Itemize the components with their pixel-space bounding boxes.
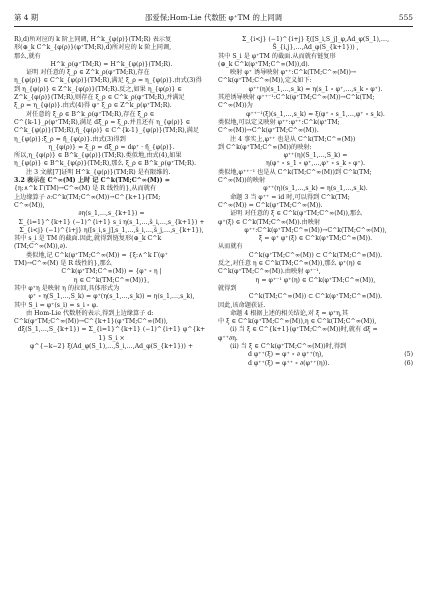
- right-column-line: [218, 169, 413, 177]
- left-column-line: [14, 268, 209, 276]
- line-text: ξ = φ⁺ φ⁺(ξ) ∈ C^k(φ⁺TM;C^∞(M)).: [258, 235, 373, 243]
- right-column-line: [218, 268, 413, 276]
- issue-label: 第 4 期: [14, 12, 39, 22]
- line-text: C^{k-1}_ρ(φ⁺TM;R),满足 dξ̃_ρ = ξ_ρ.并且还有 η_{φ(ρ)} ∈: [14, 118, 191, 126]
- left-column-line: [14, 77, 209, 85]
- line-text: 其中 S_i 是 φ⁺TM 的截面.从而就有链复形: [218, 52, 336, 60]
- line-text: φ⁺⁺(η)(s_1,…,s_k) = η(s_1 ∘ φ⁺,…,s_k ∘ φ⁺).: [248, 85, 383, 93]
- right-column-line: [218, 111, 413, 119]
- left-column-line: [14, 260, 209, 268]
- right-column-line: [218, 102, 413, 110]
- line-text: 其逆诱导映射 φ⁺⁺⁻¹:C^k(φ⁺TM;C^∞(M))→C^k(TM;: [218, 94, 375, 102]
- line-text: 类似地,可以定义映射 φ⁺⁺:φ⁺⁺:C^k(φ⁺TM;: [218, 118, 340, 126]
- line-text: η = φ⁺⁻¹ φ⁺(η) ∈ C^k(φ⁺TM;C^∞(M)),: [255, 276, 376, 284]
- right-column-line: [218, 235, 413, 243]
- left-column-line: [14, 111, 209, 119]
- line-text: 形(⊕_k C^k_{φ(ρ)}(φ⁺TM;R),d̂)所对应的 k 阶上同调,: [14, 44, 172, 52]
- line-text: 映射 φ⁺ 诱导映射 φ⁺⁺:C^k(TM;C^∞(M))→: [230, 69, 357, 77]
- line-text: (⊕_k C^k(φ⁺TM;C^∞(M)),d).: [218, 60, 310, 68]
- line-text: 命题 3 当 φ⁺⁺ = id 时,可以得到 C^k(TM;: [230, 193, 350, 201]
- line-text: TM)→C^∞(M) 是 R 线性的},那么: [14, 260, 112, 268]
- right-column-line: [218, 86, 413, 94]
- line-text: η_{φ(ρ)} ∈ C^k_{φ(ρ)}(TM;R),满足 ξ_ρ = η_{φ(ρ)}.由式(3)得: [14, 77, 202, 85]
- line-text: 类似地,记 C^k(φ⁺TM;C^∞(M)) = {ξ:∧^k Γ(φ⁺: [26, 251, 168, 259]
- left-column-line: [14, 53, 209, 61]
- line-text: φ⁺ ∘ η(S_1,…,S_k) = φ⁺(η(s_1,…,s_k)) = η(s_1,…,s_k),: [28, 293, 195, 301]
- right-column-line: [218, 277, 413, 285]
- line-text: 注 4 事实上,φ⁺⁺ 也是从 C^k(TM;C^∞(M)): [230, 135, 356, 143]
- line-text: Ŝ_{i,j},…,Ad_φ(S_{k+1})) ,: [272, 44, 359, 52]
- equation-number: (6): [404, 359, 413, 367]
- left-column-line: [14, 285, 209, 293]
- line-text: φ⁺⁺(η)(S_1,…,S_k) =: [283, 152, 348, 160]
- line-text: C^∞(M))为: [218, 102, 253, 110]
- left-column-line: [14, 343, 209, 351]
- line-text: 那么,就有: [14, 52, 41, 60]
- line-text: C^k(TM;C^∞(M)) ⊂ C^k(φ⁺TM;C^∞(M)).: [248, 293, 383, 301]
- right-column-line: [218, 77, 413, 85]
- left-column-line: [14, 202, 209, 210]
- right-column-line: [218, 302, 413, 310]
- equation-number: (5): [404, 351, 413, 359]
- left-column-line: [14, 310, 209, 318]
- left-column-line: [14, 252, 209, 260]
- left-column-line: [14, 194, 209, 202]
- line-text: 其中 s_i 是 TM 的截面.因此,就得到链复形(⊕_k C^k: [14, 235, 162, 243]
- right-column-line: [218, 310, 413, 318]
- line-text: 所以,η_{φ(ρ)} ∈ B^k_{φ(ρ)}(TM;R).类似地,由式(4),如果: [14, 152, 182, 160]
- line-text: R),d)所对应的 k 阶上同调, H^k_{φ(ρ)}(TM;R) 表示复: [14, 36, 172, 43]
- line-text: C^k(φ⁺TM;C^∞(M)),定义如下:: [218, 77, 312, 85]
- left-column-line: [14, 144, 209, 152]
- left-column-line: [14, 277, 209, 285]
- right-column-line: [218, 185, 413, 193]
- line-text: 其中 S_i = φ⁺(s_i) = s_i ∘ φ.: [14, 301, 99, 309]
- line-text: 就得到: [218, 284, 237, 292]
- line-text: 其中 φ⁺η 是映射 η 的拉回,具体形式为: [14, 284, 120, 292]
- line-text: C^∞(M)) = C^k(φ⁺TM;C^∞(M)).: [218, 201, 323, 209]
- line-text: 类似地,φ⁺⁺⁻¹ 也是从 C^k(TM;C^∞(M))到 C^k(TM;: [218, 168, 372, 176]
- left-column-line: [14, 102, 209, 110]
- line-text: C^k(φ⁺TM;C^∞(M)) ⊂ C^k(TM;C^∞(M)).: [248, 251, 383, 259]
- right-column-line: [218, 61, 413, 69]
- line-text: C^∞(M))→C^k(φ⁺TM;C^∞(M)).: [218, 127, 319, 135]
- left-column-line: [14, 210, 209, 218]
- line-text: 因此,该命题获证.: [218, 301, 266, 309]
- running-header: [14, 10, 413, 24]
- line-text: C^k(φ⁺TM;C^∞(M)).由映射 φ⁺⁻¹,: [218, 268, 321, 276]
- right-column-line: [218, 285, 413, 293]
- right-column-line: [218, 326, 413, 334]
- line-text: φ^{−k−2} ξ(Ad_φ(S_1),…,Ŝ_i,…,Ad_φ(S_{k+1})) +: [29, 342, 194, 350]
- line-text: (i) 当 ξ ∈ C^{k+1}(φ⁺TM;C^∞(M))时,就有 dξ =: [230, 326, 378, 334]
- line-text: (ii) 当 ξ ∈ C^k(φ⁺TM;C^∞(M))时,得到: [230, 342, 347, 350]
- left-column-line: [14, 160, 209, 168]
- line-text: 中 ξ ∈ C^k(φ⁺TM;C^∞(M)),η ∈ C^k(TM;C^∞(M)),: [218, 318, 377, 326]
- left-column-line: [14, 302, 209, 310]
- right-column-line: [218, 127, 413, 135]
- line-text: 3.2 表示在 C^∞(M) 上时 记 C^k(TM;C^∞(M)) =: [14, 177, 170, 185]
- line-text: 到 η_{φ(ρ)} ∈ Z^k_{φ(ρ)}(TM;R).反之,如果 η_{φ(ρ)} ∈: [14, 85, 182, 93]
- line-text: ξ_ρ = η_{φ(ρ)}.由式(4)得 φ⁺ ξ_ρ ∈ Z^k_ρ(φ⁺TM;R).: [14, 102, 172, 110]
- line-text: 从而就有: [218, 243, 243, 251]
- left-column-line: [14, 235, 209, 243]
- right-column-line: [218, 252, 413, 260]
- line-text: η_{φ(ρ)}:ξ̃_ρ = η̃_{φ(ρ)}.由式(3)得到: [14, 135, 126, 143]
- line-text: φ⁺⁺:C^k(φ⁺TM;C^∞(M))→C^k(TM;C^∞(M)),: [244, 226, 387, 234]
- line-text: Σ_{i=1}^{k+1} (−1)^{i+1} s_i η(s_1,…,ŝ_i,…,s_{k+1}) +: [18, 218, 205, 226]
- line-text: 到 C^k(φ⁺TM;C^∞(M))的映射:: [218, 143, 312, 151]
- line-text: η(φ⁺ ∘ s_1 ∘ φ⁺,…,φ⁺ ∘ s_k ∘ φ⁺).: [265, 160, 366, 168]
- line-text: 对任意的 ξ_ρ ∈ B^k_ρ(φ⁺TM;R),存在 ξ̃_ρ ∈: [26, 110, 155, 118]
- line-text: Z^k_{φ(ρ)}(TM;R),则存在 ξ_ρ ∈ C^k_ρ(φ⁺TM;R),并满足: [14, 94, 185, 102]
- line-text: (TM;C^∞(M)),∂).: [14, 243, 68, 251]
- right-column-line: [218, 44, 413, 52]
- line-text: 上边缘算子 ∂:C^k(TM;C^∞(M))→C^{k+1}(TM;: [14, 193, 161, 201]
- line-text: d φ⁺⁺(ξ) = φ⁺⁺ ∘ ∂(φ⁺⁺(η)).: [248, 359, 330, 367]
- right-column-line: [218, 152, 413, 160]
- right-column-line: [218, 144, 413, 152]
- line-text: C^k(φ⁺TM;C^∞(M)) = {φ⁺ ∘ η |: [61, 268, 162, 276]
- right-column-line: [218, 335, 413, 343]
- left-column-line: [14, 169, 209, 177]
- right-column-line: [218, 202, 413, 210]
- right-column-line: [218, 160, 413, 168]
- right-column-line: [218, 343, 413, 351]
- line-text: 注 3 文献[7]证明 H^k_{φ(ρ)}(TM;R) 是有限维的.: [26, 168, 171, 176]
- right-column-line: [218, 351, 413, 359]
- line-text: H^k_ρ(φ⁺TM;R) = H^k_{φ(ρ)}(TM;R).: [50, 60, 173, 68]
- line-text: 由 Hom-Lie 代数胚的表示,得到上边缘算子 d:: [26, 309, 154, 317]
- line-text: Σ_{i<j} (−1)^{i+j} η([s_i,s_j],s_1,…,ŝ_i,…,ŝ_j,…,s_{k+1}),: [19, 226, 204, 234]
- left-column-line: [14, 185, 209, 193]
- line-text: 证明 对任意的 ξ_ρ ∈ Z^k_ρ(φ⁺TM;R),存在: [26, 69, 150, 77]
- line-text: d φ⁺⁺(ξ) = φ⁺ ∘ ∂ φ⁺⁺(η),: [248, 351, 324, 359]
- left-column-line: [14, 86, 209, 94]
- line-text: C^k_{φ(ρ)}(TM;R),η̃_{φ(ρ)} ∈ C^{k-1}_{φ(ρ)}(TM;R),满足: [14, 127, 200, 135]
- left-column-line: [14, 127, 209, 135]
- header-rule: [14, 26, 413, 27]
- left-column-line: [14, 227, 209, 235]
- line-text: φ⁺⁺⁻¹(ξ)(s_1,…,s_k) = ξ(φ⁺ ∘ s_1,…,φ⁺ ∘ s_k).: [246, 110, 385, 118]
- left-column-line: [14, 326, 209, 343]
- line-text: 证明 对任意的 ξ ∈ C^k(φ⁺TM;C^∞(M)),那么: [230, 210, 363, 218]
- page-number: 555: [398, 12, 413, 22]
- line-text: 反之,对任意 η ∈ C^k(TM;C^∞(M)),那么 φ⁺(η) ∈: [218, 260, 362, 268]
- right-column-line: [218, 177, 413, 185]
- line-text: 命题 4 根据上述的相关结论,对 ξ = φ⁺η,其: [230, 309, 349, 317]
- line-text: ∂η(s_1,…,s_{k+1}) =: [78, 210, 145, 218]
- right-column: [218, 36, 413, 596]
- right-column-line: [218, 53, 413, 61]
- line-text: Σ_{i<j} (−1)^{i+j} ξ([S_i,S_j]_φ,Ad_φ(S_1),…,: [241, 36, 390, 43]
- right-column-line: [218, 243, 413, 251]
- left-column-line: [14, 44, 209, 52]
- right-column-line: [218, 360, 413, 368]
- right-column-line: [218, 293, 413, 301]
- line-text: dξ(S_1,…,S_{k+1}) = Σ_{i=1}^{k+1} (−1)^{i+1} φ^{k+1} S_i ×: [17, 326, 206, 342]
- running-title: 邵爱保;Hom-Lie 代数胚 φ⁺TM 的上同调: [144, 12, 283, 22]
- line-text: η_{φ(ρ)} ∈ B^k_{φ(ρ)}(TM;R),那么 ξ_ρ ∈ B^k_ρ(φ⁺TM;R).: [14, 160, 197, 168]
- line-text: C^∞(M)),: [14, 201, 45, 209]
- line-text: η_{φ(ρ)} = ξ_ρ = dξ̃_ρ = dφ⁺ · η̃_{φ(ρ)}.: [48, 143, 175, 151]
- line-text: φ⁺(ξ) ∈ C^k(TM;C^∞(M)).由映射: [218, 218, 321, 226]
- line-text: φ⁺⁺∂η.: [218, 334, 238, 342]
- left-column-line: [14, 293, 209, 301]
- line-text: C^k(φ⁺TM;C^∞(M))→C^{k+1}(φ⁺TM;C^∞(M)),: [14, 318, 168, 326]
- left-column-line: [14, 318, 209, 326]
- left-column: [14, 36, 209, 596]
- left-column-line: [14, 243, 209, 251]
- line-text: {η:∧^k Γ(TM)→C^∞(M) 是 R 线性的},从而就有: [14, 185, 157, 193]
- line-text: η ∈ C^k(TM;C^∞(M))},: [73, 276, 150, 284]
- right-column-line: [218, 194, 413, 202]
- right-column-line: [218, 136, 413, 144]
- left-column-line: [14, 61, 209, 69]
- left-column-line: [14, 136, 209, 144]
- right-column-line: [218, 119, 413, 127]
- right-column-line: [218, 210, 413, 218]
- line-text: C^∞(M))的映射: [218, 177, 266, 185]
- line-text: φ⁺⁺(η)(s_1,…,s_k) = η(s_1,…,s_k).: [263, 185, 368, 193]
- left-column-line: [14, 219, 209, 227]
- right-column-line: [218, 219, 413, 227]
- right-column-line: [218, 227, 413, 235]
